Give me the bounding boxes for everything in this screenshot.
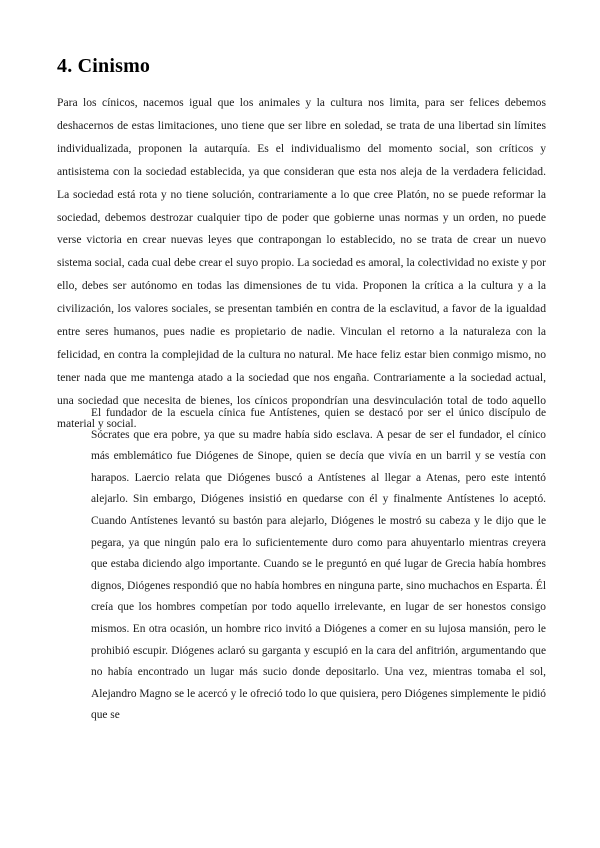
section-heading: 4. Cinismo: [57, 55, 151, 77]
body-paragraph: Para los cínicos, nacemos igual que los animales y la cultura nos limita, para ser felices debemos deshacernos de estas limitaciones, uno tiene que ser libre en soledad, se trata de una libertad sin límites individualizada, proponen la autarquía. Es el individualismo del momento social, son críticos y antisistema con la sociedad establecida, ya que consideran que esta nos aleja de la verdadera felicidad. La sociedad está rota y no tiene solución, contrariamente a lo que cree Platón, no se puede reformar la sociedad, debemos destrozar cualquier tipo de poder que gobierne unas normas y un orden, no puede verse victoria en crear nuevas leyes que contrapongan lo establecido, no se trata de crear un nuevo sistema social, cada cual debe crear el suyo propio. La sociedad es amoral, la colectividad no existe y por ello, debes ser autónomo en todas las dimensiones de tu vida. Proponen la crítica a la cultura y a la civilización, los valores sociales, se presentan también en contra de la esclavitud, a favor de la igualdad entre seres humanos, pues nadie es propietario de nadie. Vinculan el retorno a la naturaleza con la felicidad, en contra la complejidad de la cultura no natural. Me hace feliz estar bien conmigo mismo, no tener nada que me mantenga atado a la sociedad que nos engaña. Contrariamente a la sociedad actual, una sociedad que necesita de bienes, los cínicos propondrían una desvinculación total de todo aquello material y social.: [57, 96, 546, 430]
indented-quote-paragraph: El fundador de la escuela cínica fue Antístenes, quien se destacó por ser el único discípulo de Sócrates que era pobre, ya que su madre había sido esclava. A pesar de ser el fundador, el cínico más emblemático fue Diógenes de Sinope, quien se decía que vivía en un barril y se vestía con harapos. Laercio relata que Diógenes buscó a Antístenes al llegar a Atenas, pero este intentó alejarlo. Sin embargo, Diógenes insistió en quedarse con él y finalmente Antístenes lo aceptó. Cuando Antístenes levantó su bastón para alejarlo, Diógenes le mostró su cabeza y le dijo que le pegara, ya que ningún palo era lo suficientemente duro como para ahuyentarlo mientras creyera que estaba diciendo algo importante. Cuando se le preguntó en qué lugar de Grecia había hombres dignos, Diógenes respondió que no había hombres en ninguna parte, sino muchachos en Esparta. Él creía que los hombres competían por todo aquello irrelevante, en lugar de ser honestos consigo mismos. En otra ocasión, un hombre rico invitó a Diógenes a comer en su lujosa mansión, pero le prohibió escupir. Diógenes aclaró su garganta y escupió en la cara del anfitrión, argumentando que no había encontrado un lugar más sucio donde depositarlo. Una vez, mientras tomaba el sol, Alejandro Magno se le acercó y le ofreció todo lo que quisiera, pero Diógenes simplemente le pidió que se: [91, 407, 546, 722]
